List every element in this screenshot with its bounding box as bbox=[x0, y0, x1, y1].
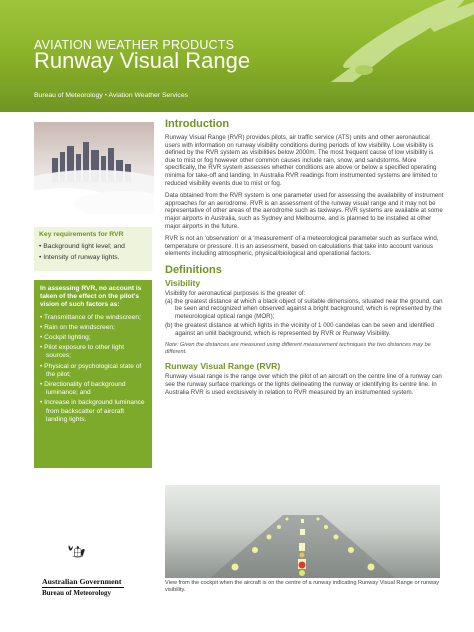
foggy-city-photo bbox=[34, 122, 154, 214]
list-item: • Pilot exposure to other light sources; bbox=[40, 344, 125, 360]
list-item: • Cockpit lighting; bbox=[40, 334, 91, 342]
visibility-note: Note: Given the distances are measured using different measurement techniques the two distances may be different. bbox=[165, 342, 431, 356]
publication-series: AVIATION WEATHER PRODUCTS bbox=[34, 38, 235, 52]
divider bbox=[42, 587, 124, 588]
page-title: Runway Visual Range bbox=[34, 48, 251, 73]
list-item: • Directionality of background luminance; and bbox=[40, 381, 126, 397]
agency-line: Bureau of Meteorology bbox=[42, 589, 111, 597]
coat-of-arms-logo bbox=[42, 545, 122, 575]
factors-box bbox=[34, 280, 152, 468]
visibility-lead: Visibility for aeronautical purposes is the greater of: bbox=[165, 289, 306, 297]
rvr-heading: Runway Visual Range (RVR) bbox=[165, 361, 281, 372]
list-item: • Rain on the windscreen; bbox=[40, 323, 115, 331]
rvr-paragraph: Runway visual range is the range over which the pilot of an aircraft on the centre line of a runway can see the runway surface markings or the lights delineating the runway or identifying its centre line. In Australia RVR is used exclusively in relation to RVR measured by an instrumented system. bbox=[165, 373, 442, 396]
runway-fog-photo bbox=[165, 485, 440, 578]
aircraft-image bbox=[284, 0, 474, 82]
visibility-item-a: (a) the greatest distance at which a black object of suitable dimensions, situated near the ground, can be seen and recognized when observed against a bright background, which is represented by the meteorological optical range (MOR); bbox=[165, 297, 443, 320]
definitions-heading: Definitions bbox=[165, 263, 222, 276]
visibility-item-b: (b) the greatest distance at which lights in the vicinity of 1 000 candelas can be seen and identified against an unlit background, which is represented by RVR or Runway Visibility. bbox=[165, 322, 434, 337]
introduction-paragraph: Data obtained from the RVR system is one parameter used for assessing the availability of instrument approaches for an aerodrome. RVR is an assessment of the runway visual range and it may not be representative of other areas of the aerodrome such as taxiways. RVR systems are available at some major airports in Australia, such as Sydney and Melbourne, and is planned to be installed at other major airports in the future. bbox=[165, 192, 444, 230]
key-requirements-title: Key requirements for RVR bbox=[39, 231, 124, 238]
introduction-paragraph: Runway Visual Range (RVR) provides pilots, air traffic service (ATS) units and other aeronautical users with information on runway visibility conditions during periods of low visibility. Low visibility is defined by the RVR system as visibilities below 2000m. The most frequent cause of low visibility is due to mist or fog however other common causes include rain, snow, and sandstorms. More specifically, the RVR system assesses whether conditions are above or below a specified operating minima for take-off and landing. In Australia RVR readings from instrumented systems are limited to reduced visibility events due to mist or fog. bbox=[165, 134, 438, 187]
list-item: • Background light level; and bbox=[39, 243, 125, 250]
introduction-heading: Introduction bbox=[165, 118, 230, 130]
government-line: Australian Government bbox=[42, 577, 122, 586]
main-content bbox=[165, 118, 445, 396]
list-item: • Transmittance of the windscreen; bbox=[40, 313, 141, 321]
header-banner bbox=[0, 0, 474, 82]
list-item: • Increase in background luminance from backscatter of aircraft landing lights. bbox=[40, 399, 145, 423]
photo-caption: View from the cockpit when the aircraft is on the centre of a runway indicating Runway Visual Range or runway visibility. bbox=[165, 580, 440, 593]
factors-intro: In assessing RVR, no account is taken of the effect on the pilot's vision of such factors as: bbox=[40, 285, 142, 309]
list-item: • Physical or psychological state of the pilot; bbox=[40, 362, 142, 378]
sub-banner bbox=[0, 82, 474, 112]
visibility-heading: Visibility bbox=[165, 277, 201, 288]
list-item: • Intensity of runway lights. bbox=[39, 254, 120, 261]
organisation-line: Bureau of Meteorology • Aviation Weather Services bbox=[34, 92, 189, 99]
key-requirements-box bbox=[34, 227, 152, 271]
introduction-paragraph: RVR is not an 'observation' or a 'measurement' of a meteorological parameter such as surface wind, temperature or pressure. It is an assessment, based on calculations that take into account various elements including atmospheric, physical/biological and operational factors. bbox=[165, 235, 439, 258]
